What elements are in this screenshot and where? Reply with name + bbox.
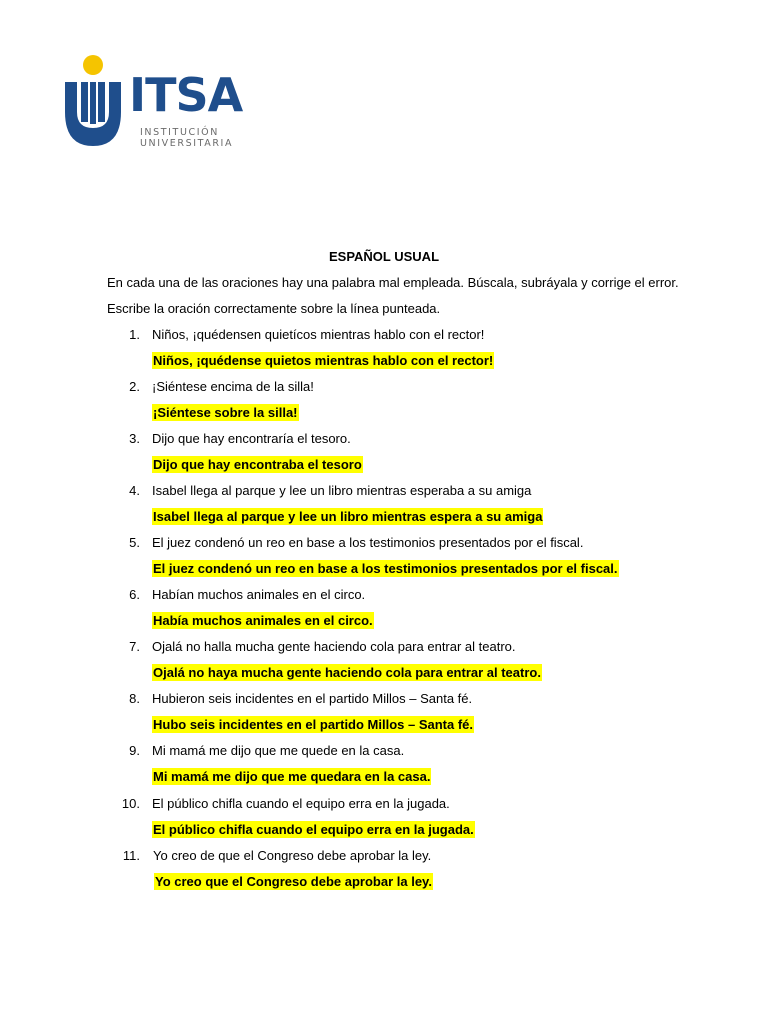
incorrect-sentence: Ojalá no halla mucha gente haciendo cola para entrar al teatro. (152, 639, 516, 654)
incorrect-sentence: Dijo que hay encontraría el tesoro. (152, 431, 351, 446)
exercise-item (0, 378, 768, 430)
item-number: 1. (129, 327, 140, 342)
exercise-item (0, 430, 768, 482)
corrected-answer: El juez condenó un reo en base a los testimonios presentados por el fiscal. (153, 561, 618, 576)
exercise-item (0, 326, 768, 378)
corrected-answer: Isabel llega al parque y lee un libro mientras espera a su amiga (153, 509, 543, 524)
logo-subtitle-line2: UNIVERSITARIA (140, 138, 234, 149)
logo-subtitle-line1: INSTITUCIÓN (140, 127, 219, 138)
exercise-item (0, 690, 768, 742)
exercise-item (0, 534, 768, 586)
exercise-item (0, 742, 768, 794)
instruction-line-1: En cada una de las oraciones hay una palabra mal empleada. Búscala, subráyala y corrige el error. (107, 275, 679, 290)
corrected-answer: Yo creo que el Congreso debe aprobar la ley. (155, 874, 432, 889)
logo-wordmark: ITSA (129, 68, 243, 122)
exercise-item (0, 847, 768, 899)
incorrect-sentence: Mi mamá me dijo que me quede en la casa. (152, 743, 405, 758)
exercise-item (0, 795, 768, 847)
exercise-item (0, 638, 768, 690)
incorrect-sentence: Isabel llega al parque y lee un libro mientras esperaba a su amiga (152, 483, 532, 498)
corrected-answer: Hubo seis incidentes en el partido Millos – Santa fé. (153, 717, 474, 732)
itsa-logo (60, 50, 250, 155)
item-number: 6. (129, 587, 140, 602)
exercise-item (0, 586, 768, 638)
corrected-answer: Ojalá no haya mucha gente haciendo cola para entrar al teatro. (153, 665, 541, 680)
item-number: 2. (129, 379, 140, 394)
item-number: 10. (121, 796, 140, 811)
incorrect-sentence: Habían muchos animales en el circo. (152, 587, 366, 602)
incorrect-sentence: Niños, ¡quédensen quietícos mientras hablo con el rector! (152, 327, 485, 342)
incorrect-sentence: El juez condenó un reo en base a los testimonios presentados por el fiscal. (152, 535, 584, 550)
item-number: 5. (129, 535, 140, 550)
instruction-line-2: Escribe la oración correctamente sobre la línea punteada. (107, 301, 441, 316)
item-number: 4. (129, 483, 140, 498)
corrected-answer: Había muchos animales en el circo. (153, 613, 373, 628)
corrected-answer: Niños, ¡quédense quietos mientras hablo con el rector! (153, 353, 494, 368)
item-number: 11. (122, 848, 140, 863)
document-title: ESPAÑOL USUAL (328, 249, 440, 264)
corrected-answer: ¡Siéntese sobre la silla! (153, 405, 298, 420)
incorrect-sentence: El público chifla cuando el equipo erra en la jugada. (152, 796, 450, 811)
item-number: 8. (129, 691, 140, 706)
corrected-answer: El público chifla cuando el equipo erra en la jugada. (153, 822, 474, 837)
incorrect-sentence: Yo creo de que el Congreso debe aprobar la ley. (153, 848, 432, 863)
corrected-answer: Dijo que hay encontraba el tesoro (153, 457, 362, 472)
item-number: 9. (129, 743, 140, 758)
itsa-emblem-icon (60, 50, 130, 150)
incorrect-sentence: ¡Siéntese encima de la silla! (152, 379, 314, 394)
item-number: 3. (129, 431, 140, 446)
exercise-item (0, 482, 768, 534)
incorrect-sentence: Hubieron seis incidentes en el partido Millos – Santa fé. (152, 691, 473, 706)
item-number: 7. (129, 639, 140, 654)
corrected-answer: Mi mamá me dijo que me quedara en la casa. (153, 769, 431, 784)
